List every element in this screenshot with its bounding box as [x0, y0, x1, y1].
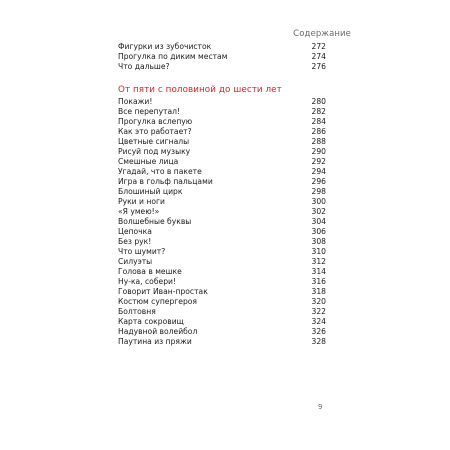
toc-entry-title: Волшебные буквы: [118, 217, 192, 226]
toc-entry: [118, 147, 326, 157]
toc-section-list: [118, 97, 326, 347]
page-folio: 9: [318, 403, 323, 411]
toc-entry-title: Игра в гольф пальцами: [118, 177, 213, 186]
toc-entry-page: 282: [311, 107, 326, 116]
toc-entry-title: Голова в мешке: [118, 267, 182, 276]
toc-entry: [118, 157, 326, 167]
toc-entry: [118, 167, 326, 177]
toc-entry-title: Как это работает?: [118, 127, 192, 136]
toc-entry: [118, 62, 326, 72]
toc-entry-title: Что дальше?: [118, 62, 170, 71]
toc-entry-page: 328: [311, 337, 326, 346]
toc-entry: [118, 307, 326, 317]
toc-entry-page: 304: [311, 217, 326, 226]
toc-entry: [118, 247, 326, 257]
toc-entry: [118, 187, 326, 197]
toc-entry-page: 320: [311, 297, 326, 306]
toc-entry-title: Ну-ка, собери!: [118, 277, 176, 286]
toc-entry-title: Силуэты: [118, 257, 153, 266]
toc-entry-title: Прогулка вслепую: [118, 117, 193, 126]
toc-entry: [118, 117, 326, 127]
toc-entry: [118, 97, 326, 107]
toc-entry: [118, 317, 326, 327]
toc-entry: [118, 287, 326, 297]
toc-entry: [118, 327, 326, 337]
toc-entry-title: Болтовня: [118, 307, 156, 316]
toc-entry: [118, 197, 326, 207]
toc-entry-page: 286: [311, 127, 326, 136]
toc-entry-title: Блошиный цирк: [118, 187, 183, 196]
toc-entry-page: 314: [311, 267, 326, 276]
toc-entry: [118, 337, 326, 347]
toc-entry-page: 280: [311, 97, 326, 106]
toc-entry-page: 294: [311, 167, 326, 176]
toc-entry-title: Все перепутал!: [118, 107, 181, 116]
toc-entry-title: Руки и ноги: [118, 197, 165, 206]
toc-entry-page: 272: [311, 42, 326, 51]
toc-entry: [118, 217, 326, 227]
toc-entry: [118, 297, 326, 307]
toc-entry-title: Говорит Иван-простак: [118, 287, 208, 296]
toc-entry-page: 284: [311, 117, 326, 126]
toc-entry-page: 292: [311, 157, 326, 166]
toc-entry: [118, 267, 326, 277]
toc-entry-page: 316: [311, 277, 326, 286]
toc-entry-page: 302: [311, 207, 326, 216]
toc-entry-title: Костюм супергероя: [118, 297, 197, 306]
toc-entry: [118, 42, 326, 52]
toc-entry-page: 306: [311, 227, 326, 236]
toc-entry-page: 308: [311, 237, 326, 246]
toc-entry-title: «Я умею!»: [118, 207, 160, 216]
toc-entry-title: Что шумит?: [118, 247, 166, 256]
toc-entry: [118, 237, 326, 247]
toc-entry-title: Без рук!: [118, 237, 152, 246]
toc-entry-title: Фигурки из зубочисток: [118, 42, 212, 51]
toc-entry: [118, 177, 326, 187]
toc-entry-title: Цветные сигналы: [118, 137, 190, 146]
toc-entry-page: 274: [311, 52, 326, 61]
toc-top-list: [118, 42, 326, 72]
toc-entry-title: Паутина из пряжи: [118, 337, 192, 346]
toc-entry: [118, 127, 326, 137]
toc-entry-title: Надувной волейбол: [118, 327, 198, 336]
toc-entry-page: 324: [311, 317, 326, 326]
toc-entry-page: 326: [311, 327, 326, 336]
toc-entry: [118, 207, 326, 217]
toc-entry-title: Покажи!: [118, 97, 153, 106]
toc-entry-page: 290: [311, 147, 326, 156]
toc-entry: [118, 227, 326, 237]
toc-entry-title: Карта сокровищ: [118, 317, 184, 326]
toc-entry-page: 300: [311, 197, 326, 206]
toc-entry-title: Рисуй под музыку: [118, 147, 191, 156]
toc-entry: [118, 257, 326, 267]
toc-entry-page: 296: [311, 177, 326, 186]
toc-entry-page: 288: [311, 137, 326, 146]
toc-entry-page: 276: [311, 62, 326, 71]
toc-entry-page: 322: [311, 307, 326, 316]
toc-entry-page: 310: [311, 247, 326, 256]
section-heading: От пяти с половиной до шести лет: [118, 85, 282, 95]
toc-entry-title: Смешные лица: [118, 157, 179, 166]
toc-entry-page: 312: [311, 257, 326, 266]
running-head: Содержание: [293, 29, 351, 39]
toc-entry-page: 318: [311, 287, 326, 296]
toc-entry: [118, 107, 326, 117]
toc-entry: [118, 277, 326, 287]
toc-entry-page: 298: [311, 187, 326, 196]
toc-entry-title: Цепочка: [118, 227, 152, 236]
toc-entry-title: Прогулка по диким местам: [118, 52, 228, 61]
toc-entry: [118, 137, 326, 147]
toc-entry: [118, 52, 326, 62]
toc-entry-title: Угадай, что в пакете: [118, 167, 202, 176]
